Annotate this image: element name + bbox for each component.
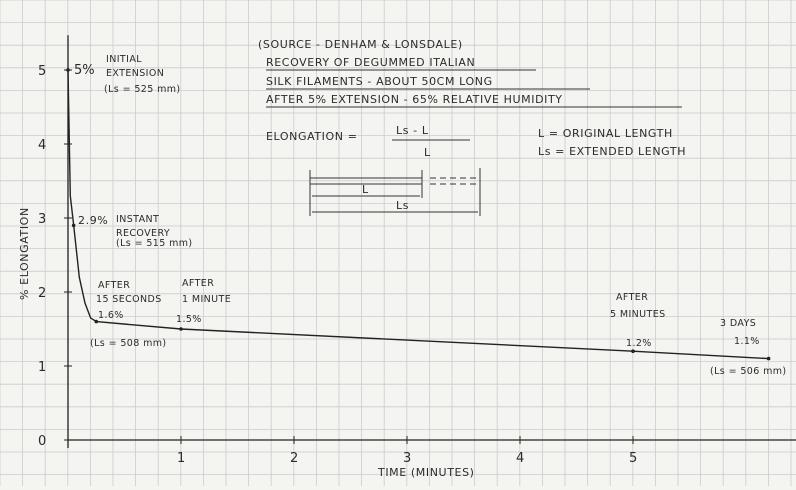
annotation-label-initial: INITIAL bbox=[106, 54, 142, 65]
annotation-label-3days: 3 DAYS bbox=[720, 318, 757, 329]
y-tick-label: 4 bbox=[38, 138, 47, 153]
annotation-label-initial: EXTENSION bbox=[106, 68, 165, 79]
annotation-label-1min: AFTER bbox=[182, 278, 215, 289]
x-tick-label: 2 bbox=[290, 451, 299, 466]
annotation-label-15s: 15 SECONDS bbox=[96, 294, 162, 305]
annotation-label-15s: AFTER bbox=[98, 280, 131, 291]
diagram-label-ls: Ls bbox=[396, 199, 410, 212]
x-tick-label: 5 bbox=[629, 451, 638, 466]
annotation-value-15s: 1.6% bbox=[98, 310, 124, 321]
filament-diagram bbox=[310, 168, 480, 216]
x-tick-label: 1 bbox=[177, 451, 186, 466]
annotation-value-3days: 1.1% bbox=[734, 336, 760, 347]
formula-lhs: ELONGATION = bbox=[266, 130, 358, 143]
y-tick-label: 0 bbox=[38, 434, 47, 449]
legend-original-length: L = ORIGINAL LENGTH bbox=[538, 127, 673, 140]
source-line: (SOURCE - DENHAM & LONSDALE) bbox=[258, 38, 463, 51]
tick-labels bbox=[38, 64, 637, 466]
annotation-label-initial: (Ls = 525 mm) bbox=[104, 84, 181, 95]
title-line-3: AFTER 5% EXTENSION - 65% RELATIVE HUMIDITY bbox=[266, 93, 563, 106]
x-tick-label: 3 bbox=[403, 451, 412, 466]
y-axis-title: % ELONGATION bbox=[18, 207, 31, 300]
diagram-label-l: L bbox=[362, 183, 369, 196]
annotation-label-instant: RECOVERY bbox=[116, 228, 171, 239]
y-tick-label: 2 bbox=[38, 286, 47, 301]
annotation-ls-3days: (Ls = 506 mm) bbox=[710, 366, 787, 377]
data-point bbox=[767, 357, 771, 361]
data-point bbox=[72, 224, 76, 228]
annotation-label-1min: 1 MINUTE bbox=[182, 294, 232, 305]
legend-extended-length: Ls = EXTENDED LENGTH bbox=[538, 145, 687, 158]
annotation-value-1min: 1.5% bbox=[176, 314, 202, 325]
annotation-label-5min: AFTER bbox=[616, 292, 649, 303]
annotation-value-5min: 1.2% bbox=[626, 338, 652, 349]
formula-denominator: L bbox=[424, 146, 431, 159]
title-line-2: SILK FILAMENTS - ABOUT 50CM LONG bbox=[266, 75, 493, 88]
y-tick-label: 5 bbox=[38, 64, 47, 79]
y-tick-label: 3 bbox=[38, 212, 47, 227]
annotation-value-initial: 5% bbox=[74, 63, 95, 78]
annotation-ls-15s: (Ls = 508 mm) bbox=[90, 338, 167, 349]
x-axis-title: TIME (MINUTES) bbox=[378, 466, 475, 479]
data-point bbox=[631, 349, 635, 353]
title-line-1: RECOVERY OF DEGUMMED ITALIAN bbox=[266, 56, 476, 69]
y-tick-label: 1 bbox=[38, 360, 47, 375]
data-point bbox=[66, 68, 70, 72]
data-point bbox=[179, 327, 183, 331]
annotation-label-instant: (Ls = 515 mm) bbox=[116, 238, 193, 249]
annotation-label-5min: 5 MINUTES bbox=[610, 309, 666, 320]
annotation-label-instant: INSTANT bbox=[116, 214, 160, 225]
formula-numerator: Ls - L bbox=[396, 124, 429, 137]
annotation-value-instant: 2.9% bbox=[78, 214, 109, 227]
x-tick-label: 4 bbox=[516, 451, 525, 466]
